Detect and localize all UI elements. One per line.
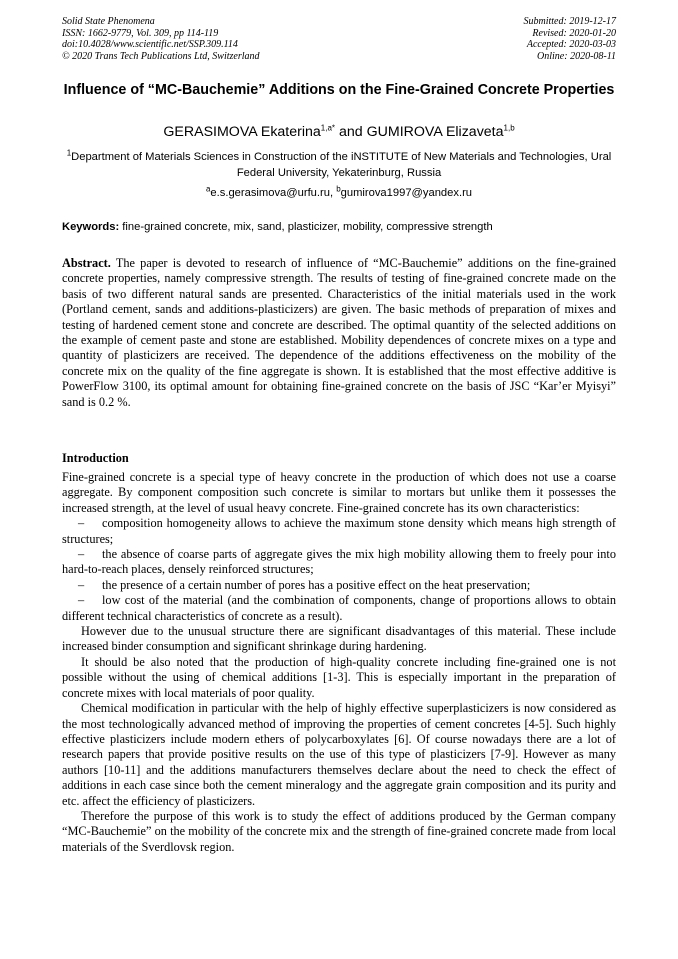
date-online: Online: 2020-08-11 (537, 50, 616, 62)
dash-bullet: – (78, 593, 85, 608)
introduction-body (62, 470, 616, 855)
author-2: GUMIROVA Elizaveta (366, 124, 504, 140)
list-item (62, 547, 616, 578)
list-item-text: the absence of coarse parts of aggregate gives the mix high mobility allowing them to freely pour into hard-to-reach places, densely reinforced structures; (62, 547, 616, 577)
list-item-text: the presence of a certain number of pores has a positive effect on the heat preservation; (102, 577, 531, 592)
intro-paragraph-4: Chemical modification in particular with the help of highly effective superplasticizers is now considered as the most technologically advanced method of improving the properties of cement concretes [4-5]. Such highly effective plasticizers include modern ethers of polycarboxylates [6]. Of course nowadays there are a lot of research papers that provide positive results on the use of this type of plasticizers [7-9]. However as many authors [10-11] and the additions manufacturers themselves declare about the need to check the effect of additions in each case since both the cement mineralogy and the aggregate grain composition and its purity and etc. affect the efficiency of plasticizers. (62, 701, 616, 808)
list-item-text: low cost of the material (and the combination of components, change of proportions allows to obtain different technical characteristics of concrete as a result). (62, 593, 616, 623)
list-item (62, 578, 616, 593)
keywords (62, 220, 616, 234)
intro-paragraph-5: Therefore the purpose of this work is to study the effect of additions produced by the German company “MC-Bauchemie” on the mobility of the concrete mix and the strength of fine-grained concrete made from local materials of the Sverdlovsk region. (62, 808, 616, 854)
author-1: GERASIMOVA Ekaterina (163, 124, 321, 140)
date-submitted: Submitted: 2019-12-17 (523, 16, 616, 27)
abstract (62, 256, 616, 410)
journal-info (62, 16, 260, 62)
author-1-affil: 1,a* (320, 123, 336, 133)
section-heading-introduction: Introduction (62, 451, 129, 465)
abstract-label: Abstract. (62, 256, 111, 270)
affiliation-mark: 1 (66, 148, 72, 158)
affiliation (62, 149, 616, 181)
email-b: gumirova1997@yandex.ru (340, 187, 473, 199)
date-accepted: Accepted: 2020-03-03 (526, 39, 616, 50)
date-revised: Revised: 2020-01-20 (532, 27, 616, 39)
author-2-affil: 1,b (503, 123, 515, 133)
publication-dates (524, 16, 617, 62)
list-item-text: composition homogeneity allows to achieve the maximum stone density which means high strength of structures; (62, 516, 616, 546)
keywords-text: fine-grained concrete, mix, sand, plasticizer, mobility, compressive strength (119, 221, 493, 233)
keywords-label: Keywords: (62, 221, 120, 233)
journal-issn: ISSN: 1662-9779, Vol. 309, pp 114-119 (62, 27, 219, 39)
abstract-text: The paper is devoted to research of influence of “MC-Bauchemie” additions on the fine-grained concrete properties, namely compressive strength. The results of testing of fine-grained concrete made on the basis of two different natural sands are presented. Characteristics of the initial materials used in the work (Portland cement, sands and additions-plasticizers) are given. The basic methods of preparation of mixes and testing of hardened cement stone and concrete are described. The optimal quantity of the selected additions on the example of cement paste and stone are established. Mobility dependences of concrete mixes on a type and quantity of plasticizers are received. The dependence of the additions effectiveness on the mobility of the concrete mix on the quality of the fine aggregate is shown. It is established that the most effective additive is PowerFlow 3100, its optimal amount for obtaining fine-grained concrete on the basis of JSC “Kar’er Myisyi” sand is 0.2 %. (62, 256, 616, 409)
author-emails (62, 186, 616, 200)
email-a: e.s.gerasimova@urfu.ru, (210, 187, 337, 199)
dash-bullet: – (78, 577, 85, 592)
author-list (62, 124, 616, 141)
email-b-mark: b (336, 184, 341, 194)
paper-title: Influence of “MC-Bauchemie” Additions on the Fine-Grained Concrete Properties (63, 82, 615, 98)
list-item (62, 516, 616, 547)
affiliation-text: Department of Materials Sciences in Construction of the iNSTITUTE of New Materials and Technologies, Ural Federal University, Yekaterinburg, Russia (71, 151, 612, 179)
journal-doi: doi:10.4028/www.scientific.net/SSP.309.114 (62, 39, 238, 50)
intro-paragraph-2: However due to the unusual structure there are significant disadvantages of this material. These include increased binder consumption and significant shrinkage during hardening. (62, 624, 616, 654)
list-item (62, 593, 616, 624)
dash-bullet: – (78, 516, 85, 531)
dash-bullet: – (78, 547, 85, 562)
author-conj: and (335, 124, 367, 140)
intro-paragraph-1: Fine-grained concrete is a special type of heavy concrete in the production of which does not use a coarse aggregate. By component composition such concrete is similar to mortars but unlike them it possesses the increased strength, at the level of usual heavy concrete. Fine-grained concrete has its own characteristics: (62, 470, 616, 515)
journal-name: Solid State Phenomena (62, 16, 155, 27)
email-a-mark: a (205, 184, 211, 194)
journal-copyright: © 2020 Trans Tech Publications Ltd, Switzerland (62, 50, 260, 62)
intro-paragraph-3: It should be also noted that the production of high-quality concrete including fine-grained one is not possible without the using of chemical additions [1-3]. This is especially important in the preparation of concrete mixes with local materials of poor quality. (62, 654, 616, 700)
